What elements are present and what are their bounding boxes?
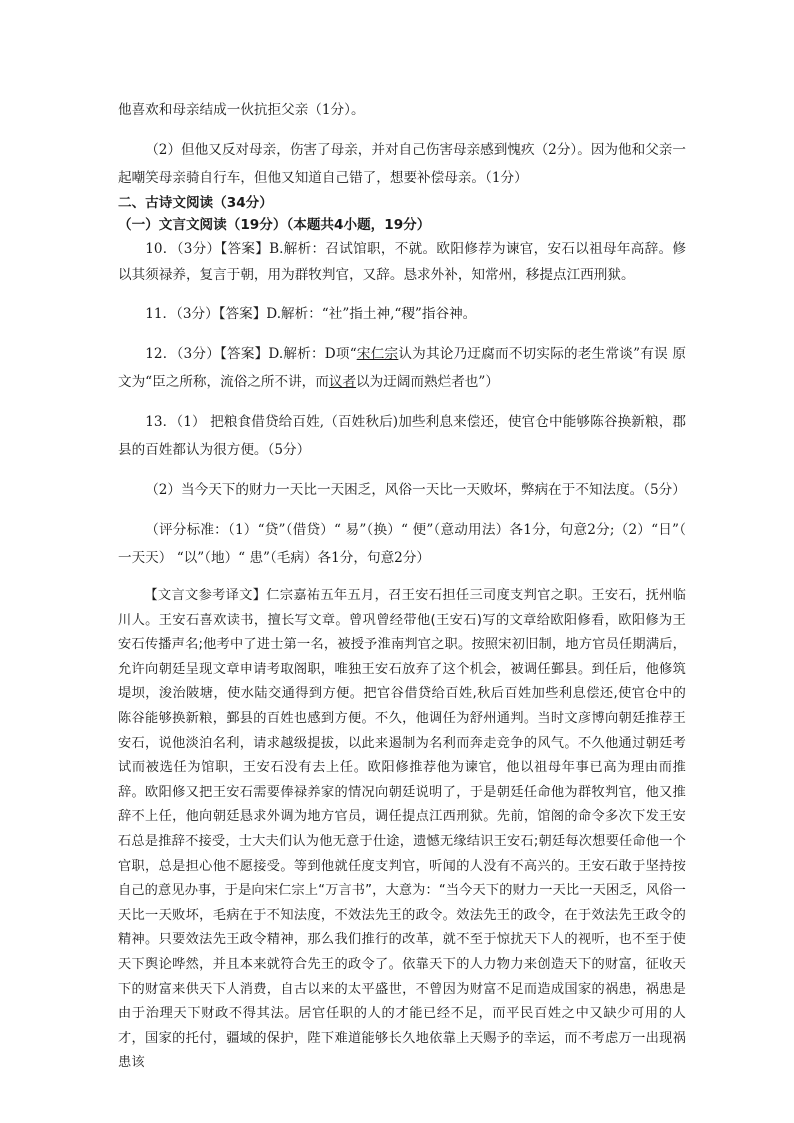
answer-part-2: （2）但他又反对母亲，伤害了母亲，并对自己伤害母亲感到愧疚（2分）。因为他和父亲一起嘲笑母亲骑自行车，但他又知道自己错了，想要补偿母亲。（1分）: [118, 142, 686, 186]
reference-translation: 【文言文参考译文】仁宗嘉祐五年五月，召王安石担任三司度支判官之职。王安石，抚州临川人。王安石喜欢读书，擅长写文章。曾巩曾经带他(王安石)写的文章给欧阳修看，欧阳修为王安石传播声名;他考中了进士第一名，被授予淮南判官之职。按照宋初旧制，地方官员任期满后，允许向朝廷呈现文章申请考取阁职，唯独王安石放弃了这个机会，被调任鄞县。到任后，他修筑堤坝，浚治陂塘，使水陆交通得到方便。把官谷借贷给百姓,秋后百姓加些利息偿还,使官仓中的陈谷能够换新粮，鄞县的百姓也感到方便。不久，他调任为舒州通判。当时文彦博向朝廷推荐王安石，说他淡泊名利，请求越级提拔，以此来遏制为名利而奔走竞争的风气。不久他通过朝廷考试而被选任为馆职，王安石没有去上任。欧阳修推荐他为谏官，他以祖母年事已高为理由而推辞。欧阳修又把王安石需要俸禄养家的情况向朝廷说明了，于是朝廷任命他为群牧判官，他又推辞不上任，他向朝廷恳求外调为地方官员，调任提点江西刑狱。先前，馆阁的命令多次下发王安石总是推辞不接受，士大夫们认为他无意于仕途，遗憾无缘结识王安石;朝廷每次想要任命他一个官职，总是担心他不愿接受。等到他就任度支判官，听闻的人没有不高兴的。王安石敢于坚持按自己的意见办事，于是向宋仁宗上“万言书”，大意为：“当今天下的财力一天比一天困乏，风俗一天比一天败坏，毛病在于不知法度，不效法先王的政令。效法先王的政令，在于效法先王政令的精神。只要效法先王政令精神，那么我们推行的改革，就不至于惊扰天下人的视听，也不至于使天下舆论哗然，并且本来就符合先王的政令了。依靠天下的人力物力来创造天下的财富，征收天下的财富来供天下人消费，自古以来的太平盛世，不曾因为财富不足而造成国家的祸患，祸患是由于治理天下财政不得其法。居官任职的人的才能已经不足，而平民百姓之中又缺少可用的人才，国家的托付，疆域的保护，陛下难道能够长久地依靠上天赐予的幸运，而不考虑万一出现祸患该: [118, 588, 686, 1071]
q12-underlined-term: 宋仁宗: [356, 346, 399, 362]
answer-continuation: 他喜欢和母亲结成一伙抗拒父亲（1分）。: [118, 102, 365, 118]
grading-criteria: （评分标准：（1）“贷”（借贷）“ 易”（换）“ 便”（意动用法）各1分，句意2分;（2）“日”（ 一天天） “以”（地）“ 患”（毛病）各1分，句意2分）: [118, 522, 686, 566]
question-13-part-1: 13．（1） 把粮食借贷给百姓,（百姓秋后)加些利息来偿还，使官仓中能够陈谷换新粮，郡县的百姓都认为很方便。（5分）: [118, 414, 686, 458]
q12-underlined-term-2: 议者: [328, 374, 357, 390]
document-body: [118, 96, 686, 1076]
q12-text-c: 认为其论乃迂腐而不切实际的老生常谈”有误 原文为“臣之所称，流俗之所不讲，而: [118, 346, 687, 390]
subsection-title: （一）文言文阅读（19分）（本题共4小题，19分）: [118, 217, 431, 233]
question-12-answer: [118, 340, 686, 396]
question-10-answer: 10．（3分）【答案】B.解析：召试馆职，不就。欧阳修荐为谏官，安石以祖母年高辞。修以其须禄养，复言于朝，用为群牧判官，又辞。恳求外补，知常州，移提点江西刑狱。: [118, 241, 686, 283]
question-13-part-2: （2）当今天下的财力一天比一天困乏，风俗一天比一天败坏，弊病在于不知法度。（5分）: [145, 482, 686, 498]
q12-text-a: 12．（3分）【答案】D.解析：D项“: [145, 346, 357, 362]
q12-text-e: 以为迂阔而熟烂者也”）: [356, 374, 499, 390]
question-11-answer: 11．（3分）【答案】D.解析：“社”指土神,“稷”指谷神。: [145, 306, 477, 322]
section-title: 二、古诗文阅读（34分）: [118, 195, 273, 211]
